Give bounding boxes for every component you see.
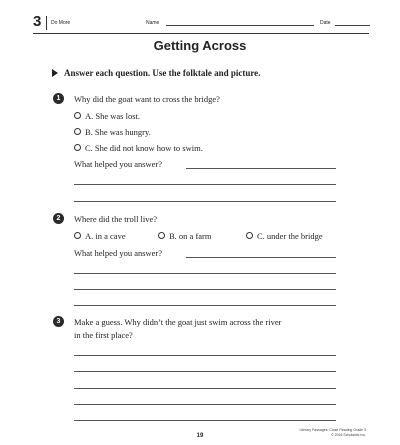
q2-answer-line[interactable]: [186, 257, 336, 258]
credit-line-1: Literary Passages: Close Reading Grade 3: [299, 428, 366, 432]
radio-circle-icon: [246, 232, 253, 239]
radio-circle-icon: [158, 232, 165, 239]
q2-answer-line[interactable]: [74, 289, 336, 290]
page-title: Getting Across: [153, 38, 247, 53]
radio-circle-icon: [74, 128, 81, 135]
q2-option-b[interactable]: B. on a farm: [158, 231, 212, 241]
question-number-2: 2: [53, 213, 64, 224]
q3-answer-line[interactable]: [74, 404, 336, 405]
question-number-3: 3: [53, 316, 64, 327]
q3-answer-line[interactable]: [74, 355, 336, 356]
date-field[interactable]: [335, 25, 370, 26]
radio-circle-icon: [74, 112, 81, 119]
q3-answer-line[interactable]: [74, 420, 336, 421]
instructions: Answer each question. Use the folktale and picture.: [64, 68, 261, 78]
q2-option-a[interactable]: A. in a cave: [74, 231, 126, 241]
q3-answer-line[interactable]: [74, 371, 336, 372]
q1-option-b[interactable]: B. She was hungry.: [74, 127, 151, 137]
q2-answer-line[interactable]: [74, 305, 336, 306]
name-field[interactable]: [166, 25, 314, 26]
date-label: Date: [320, 20, 331, 26]
radio-circle-icon: [74, 144, 81, 151]
worksheet-header: [33, 13, 363, 30]
question-1-text: Why did the goat want to cross the bridge?: [74, 94, 220, 104]
name-label: Name: [146, 20, 160, 26]
q2-prompt: What helped you answer?: [74, 248, 163, 258]
arrow-icon: [52, 69, 58, 77]
header-rule: [33, 33, 369, 34]
q2-option-c[interactable]: C. under the bridge: [246, 231, 323, 241]
radio-circle-icon: [74, 232, 81, 239]
q1-answer-line[interactable]: [74, 184, 336, 185]
q1-prompt: What helped you answer?: [74, 159, 163, 169]
section-number: 3: [33, 13, 42, 30]
q3-answer-line[interactable]: [74, 388, 336, 389]
section-label: Do More: [51, 20, 71, 26]
q2-answer-line[interactable]: [74, 273, 336, 274]
question-number-1: 1: [53, 93, 64, 104]
question-2-text: Where did the troll live?: [74, 214, 158, 224]
q1-option-c[interactable]: C. She did not know how to swim.: [74, 143, 203, 153]
page-number: 19: [196, 433, 204, 439]
q1-option-a[interactable]: A. She was lost.: [74, 111, 140, 121]
q1-answer-line[interactable]: [186, 168, 336, 169]
credit-line-2: © 2016 Scholastic Inc.: [331, 432, 366, 437]
question-3-text-line1: Make a guess. Why didn’t the goat just swim across the river: [74, 317, 282, 327]
question-3-text-line2: in the first place?: [74, 330, 133, 340]
q1-answer-line[interactable]: [74, 201, 336, 202]
header-divider: [46, 16, 47, 30]
copyright-credit: [250, 428, 366, 437]
